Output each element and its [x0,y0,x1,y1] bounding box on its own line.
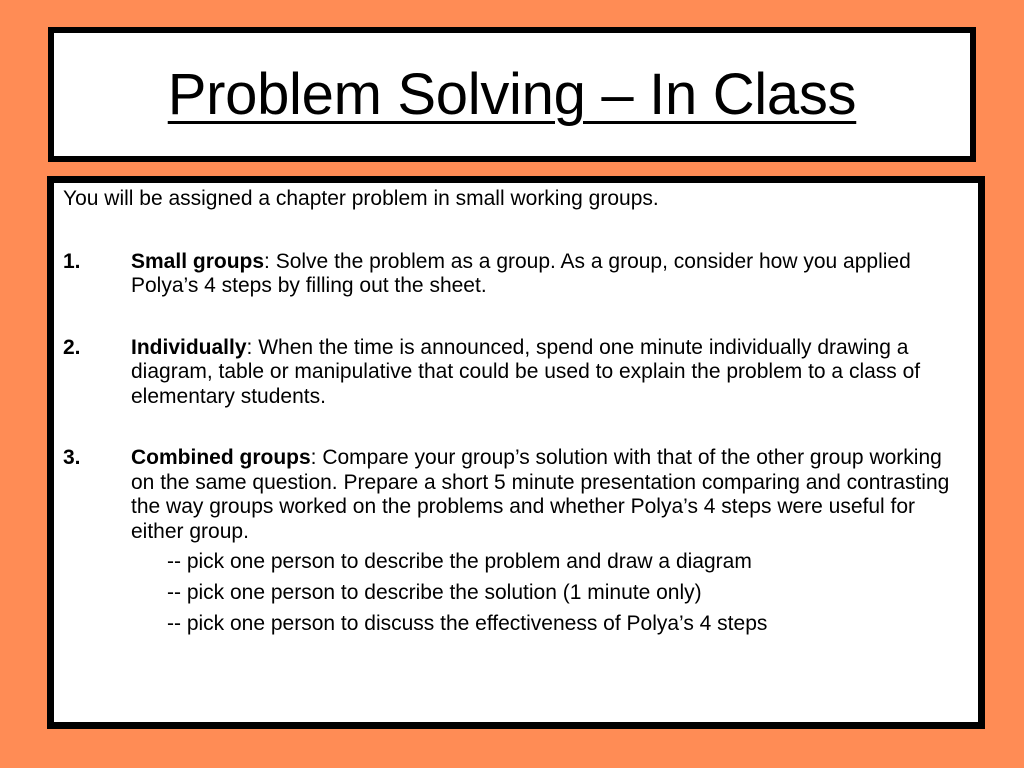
sub-item: -- pick one person to describe the problem and draw a diagram [167,550,752,573]
sub-item: -- pick one person to discuss the effectiveness of Polya’s 4 steps [167,612,768,635]
step-body [131,250,966,299]
step-term: Combined groups [131,446,311,469]
intro-text: You will be assigned a chapter problem in small working groups. [63,187,659,210]
step-number: 1. [63,249,81,273]
slide-title: Problem Solving – In Class [167,62,857,127]
step-term: Individually [131,335,247,359]
step-text: : When the time is announced, spend one minute individually drawing a diagram, table or manipulative that could be used to explain the problem to a class of elementary students. [131,335,921,408]
step-item-3 [63,446,966,544]
sub-item: -- pick one person to describe the solution (1 minute only) [167,581,702,604]
step-text: : Compare your group’s solution with that of the other group working on the same question. Prepare a short 5 minute presentation comparing and contrasting the way groups worked on the problems and whether Polya’s 4 steps were useful for either group. [131,446,950,543]
step-number: 2. [63,335,81,359]
step-text: : Solve the problem as a group. As a group, consider how you applied Polya’s 4 steps by filling out the sheet. [131,249,911,297]
step-item-2 [63,336,966,410]
step-body [131,336,966,410]
step-term: Small groups [131,249,265,273]
step-body [131,446,966,544]
step-item-1 [63,250,966,299]
title-panel [48,27,976,162]
sub-list [63,550,966,636]
content-panel [47,176,985,729]
step-number: 3. [63,446,81,469]
